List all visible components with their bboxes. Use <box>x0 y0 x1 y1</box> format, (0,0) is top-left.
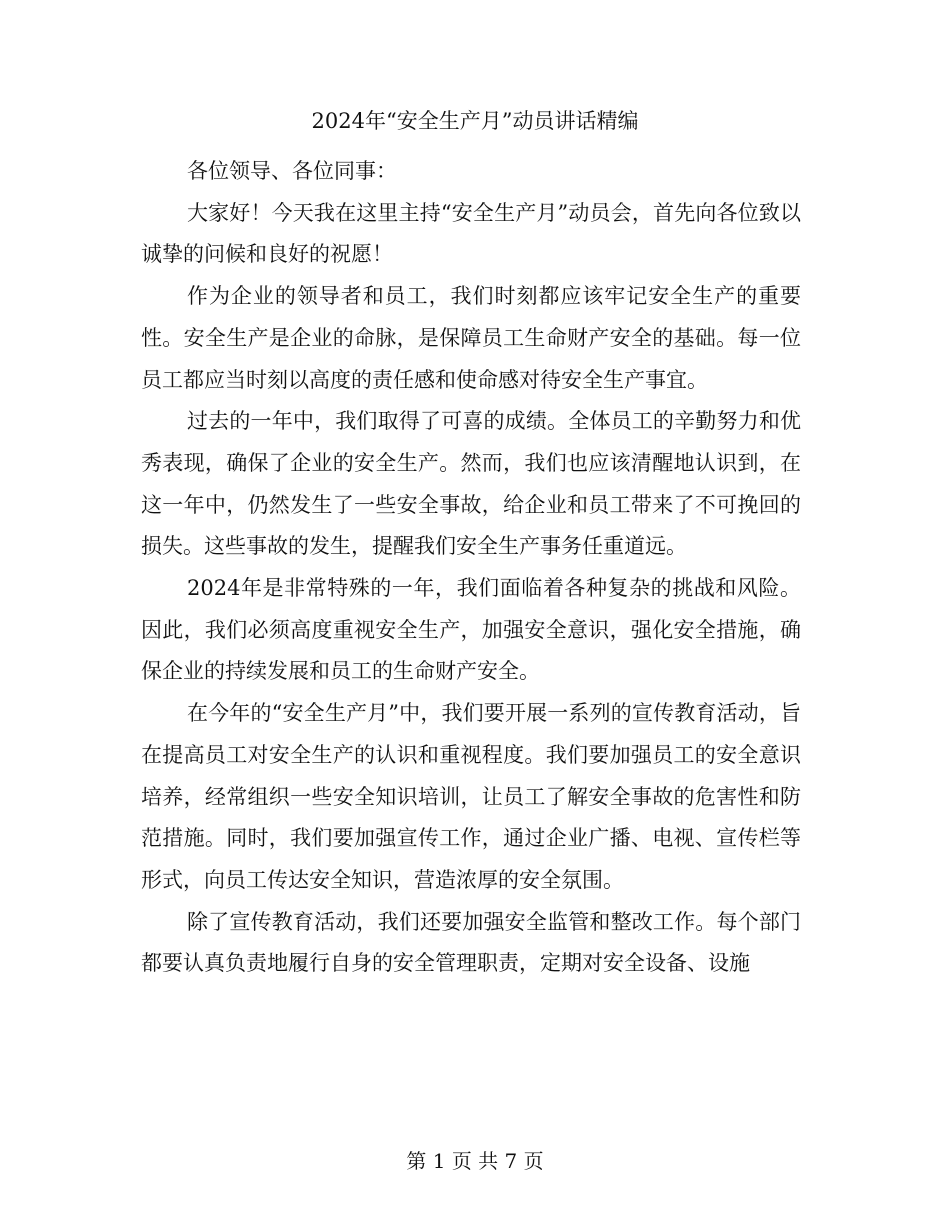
body-paragraph: 2024年是非常特殊的一年，我们面临着各种复杂的挑战和风险。因此，我们必须高度重视安全生产，加强安全意识，强化安全措施，确保企业的持续发展和员工的生命财产安全。 <box>141 576 801 684</box>
body-paragraph: 在今年的“安全生产月”中，我们要开展一系列的宣传教育活动，旨在提高员工对安全生产的认识和重视程度。我们要加强员工的安全意识培养，经常组织一些安全知识培训，让员工了解安全事故的危害性和防范措施。同时，我们要加强宣传工作，通过企业广播、电视、宣传栏等形式，向员工传达安全知识，营造浓厚的安全氛围。 <box>141 701 801 892</box>
greeting-paragraph: 大家好！今天我在这里主持“安全生产月”动员会，首先向各位致以诚挚的问候和良好的祝愿！ <box>141 200 801 267</box>
body-paragraph: 过去的一年中，我们取得了可喜的成绩。全体员工的辛勤努力和优秀表现，确保了企业的安全生产。然而，我们也应该清醒地认识到，在这一年中，仍然发生了一些安全事故，给企业和员工带来了不可挽回的损失。这些事故的发生，提醒我们安全生产事务任重道远。 <box>141 409 801 559</box>
document-body <box>141 151 801 985</box>
page-number-footer: 第 1 页 共 7 页 <box>406 1149 544 1173</box>
salutation-paragraph: 各位领导、各位同事： <box>187 159 397 183</box>
body-paragraph: 除了宣传教育活动，我们还要加强安全监管和整改工作。每个部门都要认真负责地履行自身的安全管理职责，定期对安全设备、设施 <box>141 909 801 976</box>
body-paragraph: 作为企业的领导者和员工，我们时刻都应该牢记安全生产的重要性。安全生产是企业的命脉，是保障员工生命财产安全的基础。每一位员工都应当时刻以高度的责任感和使命感对待安全生产事宜。 <box>141 284 801 392</box>
document-title: 2024年“安全生产月”动员讲话精编 <box>311 109 639 133</box>
